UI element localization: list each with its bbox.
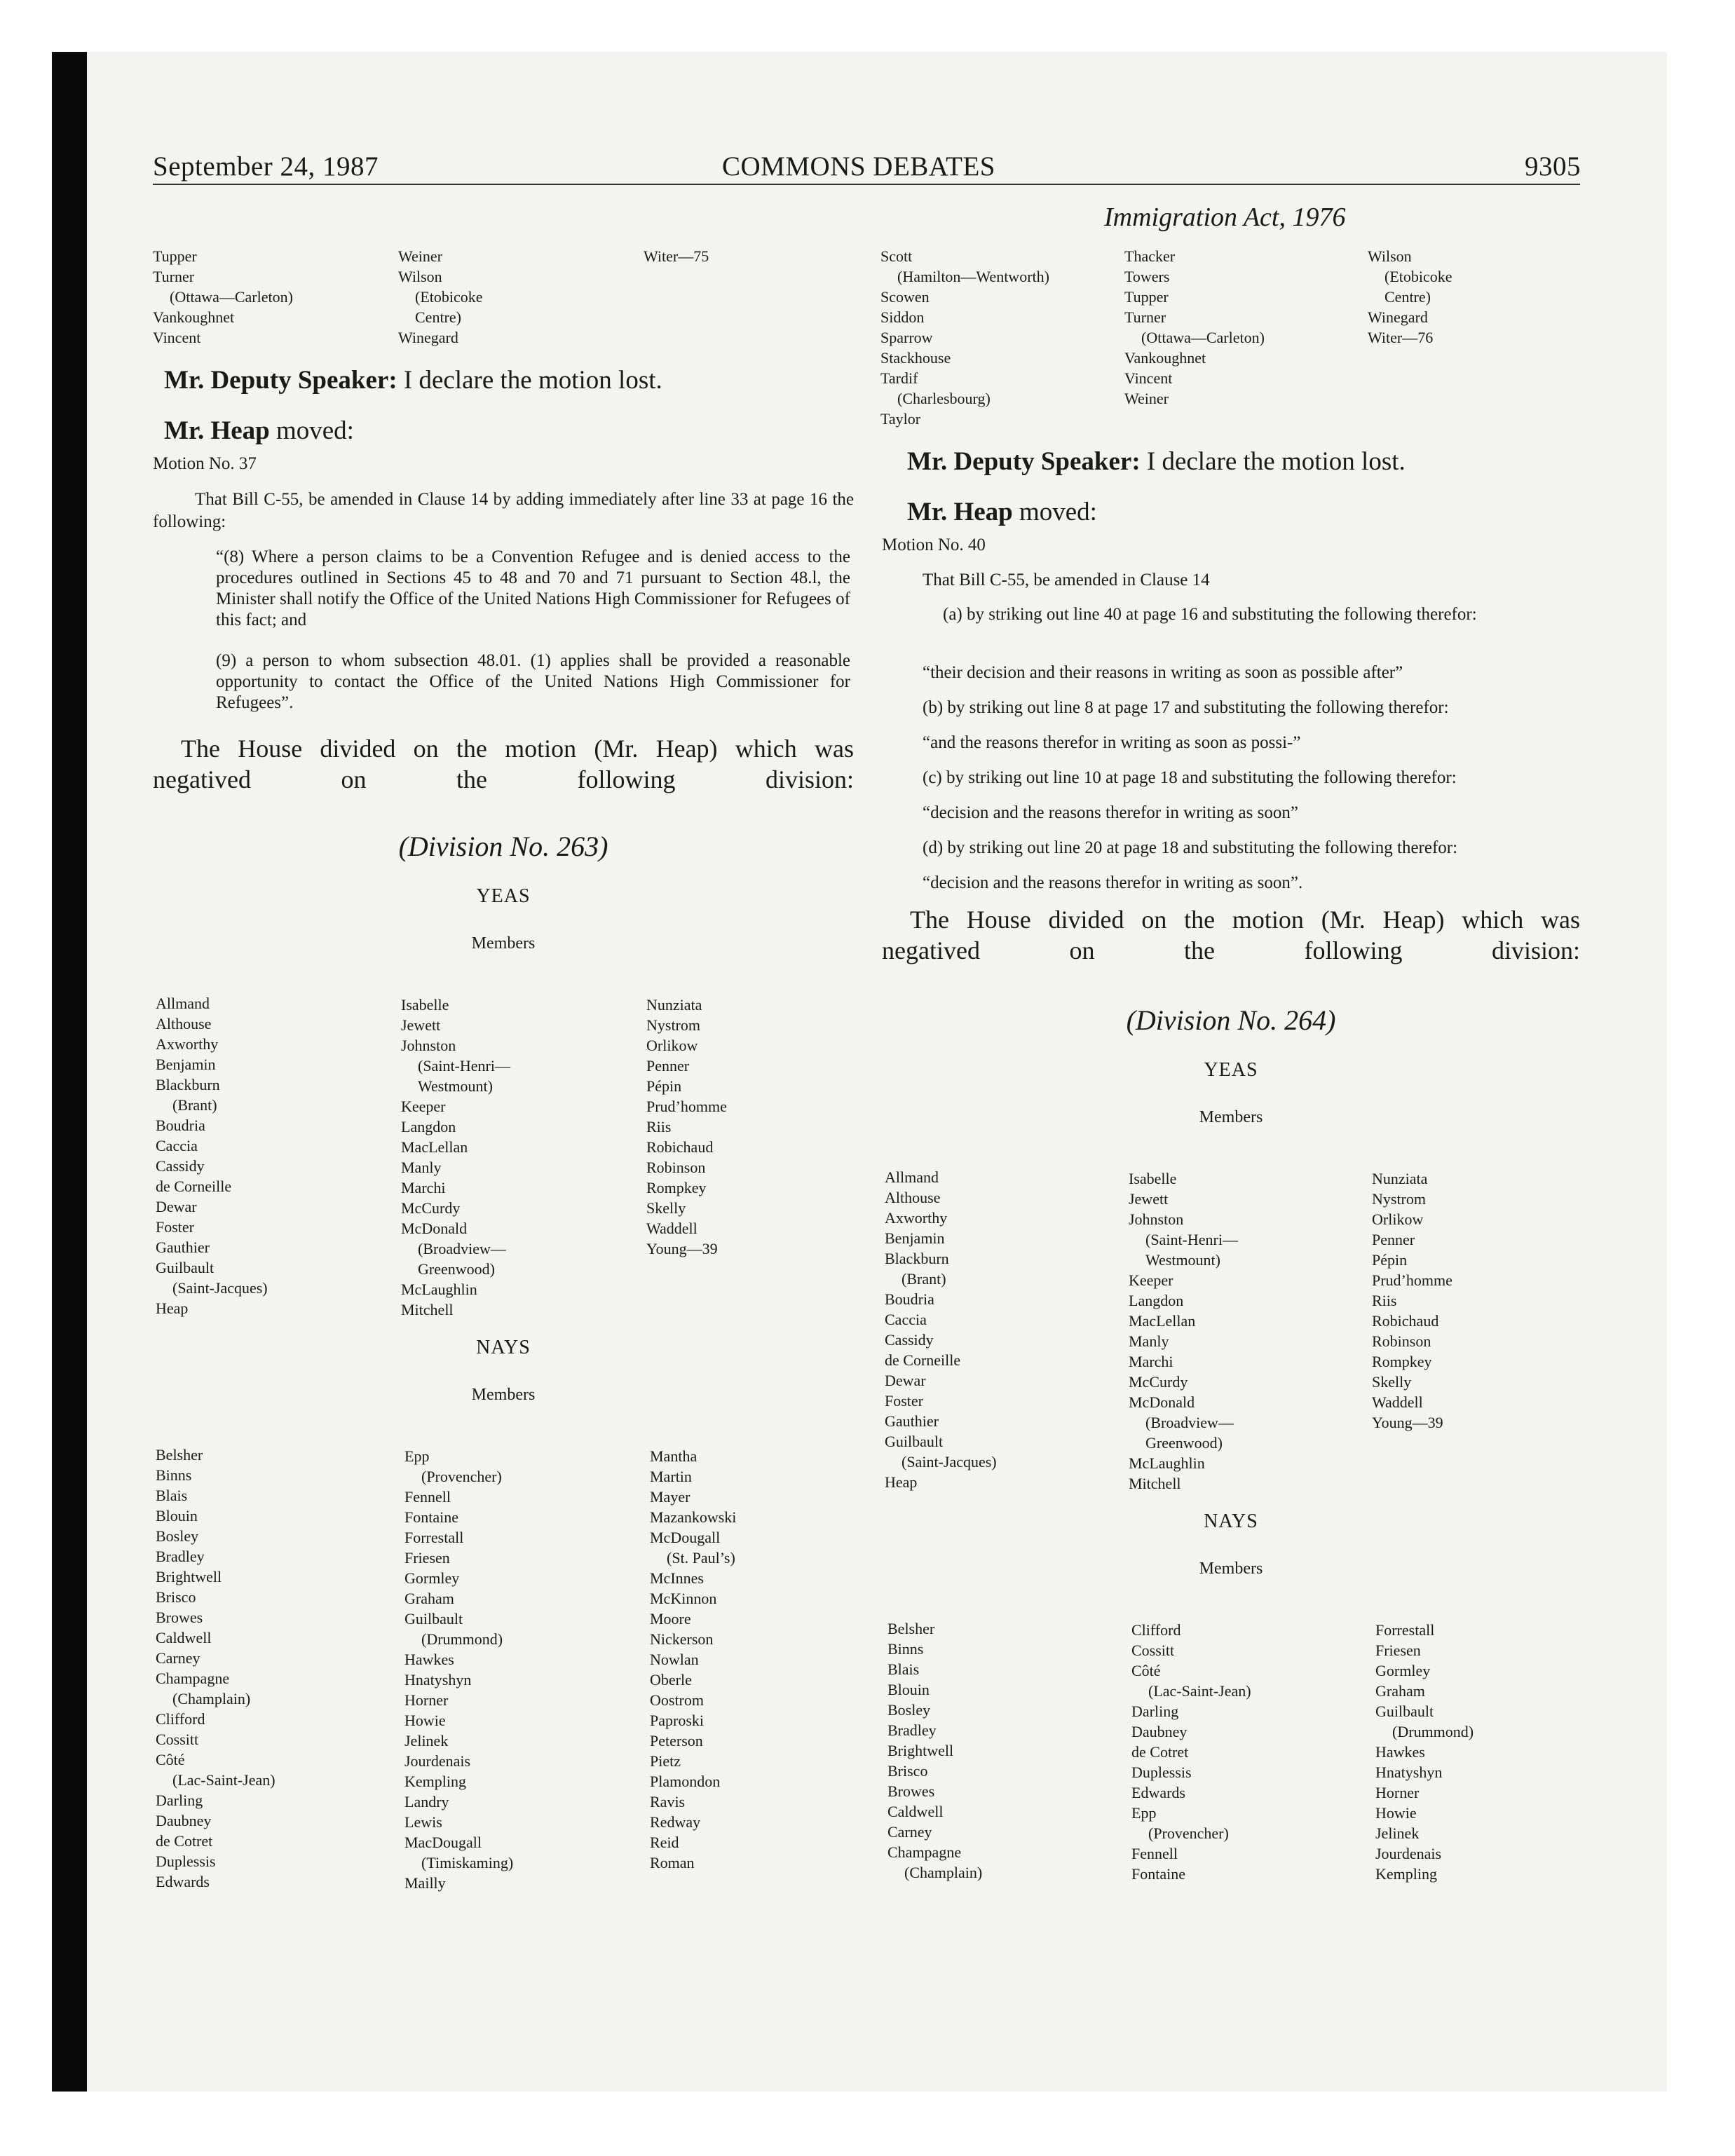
member-name: Howie [1375, 1804, 1417, 1822]
member-name: Scowen [880, 288, 930, 306]
motion-text: That Bill C-55, be amended in Clause 14 by adding immediately after line 33 at page 16 the following: [153, 490, 854, 531]
member-name: Daubney [156, 1812, 212, 1829]
division-intro: The House divided on the motion (Mr. Heap) which was negatived on the following division: [153, 735, 854, 793]
member-name: Cossitt [1131, 1642, 1175, 1659]
member-name: (Broadview— [418, 1240, 506, 1257]
member-name: Johnston [1129, 1210, 1184, 1228]
amendment-quote: “and the reasons therefor in writing as soon as possi-” [923, 733, 1301, 752]
member-name: Gauthier [156, 1239, 210, 1256]
member-name: Weiner [398, 247, 442, 265]
member-name: Brisco [156, 1588, 196, 1606]
member-name: Nunziata [1372, 1170, 1428, 1187]
member-name: Hnatyshyn [1375, 1763, 1443, 1781]
member-name: Jourdenais [1375, 1845, 1442, 1862]
mover-line [907, 496, 1580, 528]
speaker-ruling [907, 446, 1580, 478]
member-name: Foster [885, 1392, 923, 1410]
member-name: Darling [1131, 1703, 1179, 1720]
member-name: Gormley [1375, 1662, 1431, 1679]
name-list [404, 1446, 513, 1893]
member-name: MacDougall [404, 1834, 482, 1851]
amendment-item: (b) by striking out line 8 at page 17 and substituting the following therefor: [923, 698, 1449, 717]
member-name: Epp [1131, 1804, 1157, 1822]
member-name: Kempling [1375, 1865, 1437, 1883]
member-name: Caldwell [156, 1629, 212, 1646]
member-name: Vankoughnet [153, 308, 235, 326]
member-name: (Brant) [172, 1096, 217, 1114]
member-name: (Broadview— [1145, 1414, 1234, 1431]
mover-name: Mr. Heap [907, 498, 1013, 526]
member-name: Bosley [156, 1527, 199, 1545]
member-name: McLaughlin [1129, 1454, 1205, 1472]
member-name: Nystrom [1372, 1190, 1426, 1208]
member-name: Taylor [880, 410, 921, 428]
member-name: Horner [404, 1691, 449, 1709]
member-name: Mazankowski [650, 1508, 737, 1526]
member-name: Althouse [885, 1189, 941, 1206]
member-name: Cossitt [156, 1731, 199, 1748]
member-name: Côté [156, 1751, 185, 1768]
member-name: (Champlain) [904, 1864, 983, 1881]
member-name: Waddell [1372, 1393, 1423, 1411]
member-name: Brightwell [887, 1742, 954, 1759]
member-name: Isabelle [1129, 1170, 1177, 1187]
member-name: Blais [156, 1487, 188, 1504]
member-name: Caccia [156, 1137, 198, 1154]
member-name: Guilbault [1375, 1703, 1434, 1720]
amendment-item: (a) by striking out line 40 at page 16 and substituting the following therefor: [943, 605, 1477, 624]
member-name: Mitchell [401, 1301, 454, 1318]
member-name: (Ottawa—Carleton) [1141, 329, 1265, 346]
member-name: Greenwood) [418, 1260, 495, 1278]
member-name: Young—39 [1372, 1414, 1443, 1431]
member-name: Fontaine [1131, 1865, 1185, 1883]
member-name: Nowlan [650, 1651, 699, 1668]
member-name: de Corneille [156, 1178, 232, 1195]
member-name: Tupper [153, 247, 197, 265]
amendment-quote: “(8) Where a person claims to be a Convention Refugee and is denied access to the procedures outlined in Sections 45 to 48 and 70 and 71 pursuant to Section 48.l, the Minister shall notify the Office of the United Nations High Commissioner for Refugees of this fact; and [216, 547, 850, 629]
mover-line [164, 415, 865, 447]
member-name: Oostrom [650, 1691, 704, 1709]
member-name: Rompkey [646, 1179, 707, 1196]
member-name: Oberle [650, 1671, 692, 1688]
mover-text: moved: [269, 416, 354, 445]
member-name: Daubney [1131, 1723, 1188, 1740]
member-name: Boudria [885, 1290, 934, 1308]
name-list [156, 993, 268, 1318]
member-name: Howie [404, 1712, 446, 1729]
speaker-ruling [164, 364, 865, 397]
member-name: Ravis [650, 1793, 686, 1810]
motion-number: Motion No. 37 [153, 454, 257, 473]
member-name: de Corneille [885, 1351, 961, 1369]
member-name: Orlikow [646, 1037, 698, 1054]
member-name: (Brant) [901, 1270, 946, 1288]
member-name: Vincent [153, 329, 201, 346]
member-name: Nickerson [650, 1630, 714, 1648]
mover-name: Mr. Heap [164, 416, 270, 445]
member-name: Guilbault [404, 1610, 463, 1628]
member-name: Dewar [885, 1372, 926, 1389]
member-name: Hawkes [1375, 1743, 1425, 1761]
member-name: Kempling [404, 1773, 466, 1790]
name-list [885, 1167, 997, 1492]
name-list [650, 1446, 736, 1873]
member-name: Binns [887, 1640, 924, 1658]
member-name: Marchi [1129, 1353, 1173, 1370]
member-name: Mantha [650, 1447, 698, 1465]
member-name: Centre) [415, 308, 461, 326]
member-name: Penner [646, 1057, 690, 1074]
member-name: Towers [1124, 268, 1170, 285]
member-name: Turner [153, 268, 195, 285]
member-name: Robichaud [646, 1138, 714, 1156]
member-name: Manly [401, 1159, 442, 1176]
amendment-quote: “their decision and their reasons in writing as soon as possible after” [923, 663, 1403, 682]
speaker-name: Mr. Deputy Speaker: [164, 366, 397, 395]
member-name: (Lac-Saint-Jean) [1148, 1682, 1251, 1700]
member-name: Friesen [1375, 1642, 1421, 1659]
member-name: Wilson [398, 268, 442, 285]
member-name: Côté [1131, 1662, 1161, 1679]
scan-binding-edge [52, 52, 87, 2092]
member-name: Brisco [887, 1762, 928, 1780]
member-name: Bosley [887, 1701, 931, 1719]
member-name: Forrestall [1375, 1621, 1435, 1639]
member-name: Heap [156, 1299, 189, 1317]
amendment-quote: (9) a person to whom subsection 48.01. (1) applies shall be provided a reasonable opportunity to contact the Office of the United Nations High Commissioner for Refugees”. [216, 651, 850, 712]
member-name: (Etobicoke [415, 288, 483, 306]
name-list [887, 1618, 982, 1883]
member-name: Stackhouse [880, 349, 951, 367]
member-name: Boudria [156, 1117, 205, 1134]
member-name: Siddon [880, 308, 925, 326]
member-name: Greenwood) [1145, 1434, 1223, 1452]
member-name: Brightwell [156, 1568, 222, 1585]
member-name: Browes [887, 1782, 935, 1800]
members-heading: Members [471, 1386, 536, 1404]
member-name: Hnatyshyn [404, 1671, 472, 1688]
member-name: McKinnon [650, 1590, 717, 1607]
nays-heading: NAYS [1204, 1510, 1258, 1532]
division-title: (Division No. 263) [398, 831, 608, 862]
speaker-text: I declare the motion lost. [1140, 447, 1406, 476]
member-name: Jourdenais [404, 1752, 471, 1770]
member-name: Prud’homme [646, 1098, 727, 1115]
member-name: Tupper [1124, 288, 1169, 306]
member-name: Weiner [1124, 390, 1169, 407]
name-list [646, 995, 727, 1259]
amendment-item: (c) by striking out line 10 at page 18 and substituting the following therefor: [923, 768, 1457, 787]
member-name: Orlikow [1372, 1210, 1424, 1228]
member-name: Westmount) [1145, 1251, 1220, 1269]
header-rule [153, 184, 1580, 185]
division-intro: The House divided on the motion (Mr. Heap) which was negatived on the following division: [882, 906, 1580, 964]
member-name: Belsher [156, 1446, 203, 1464]
member-name: Paproski [650, 1712, 704, 1729]
name-list [1124, 246, 1265, 409]
member-name: (St. Paul’s) [667, 1549, 735, 1567]
member-name: Allmand [156, 995, 210, 1012]
member-name: Manly [1129, 1332, 1169, 1350]
member-name: Turner [1124, 308, 1166, 326]
member-name: Jewett [1129, 1190, 1169, 1208]
member-name: Fennell [1131, 1845, 1178, 1862]
member-name: Robinson [1372, 1332, 1431, 1350]
member-name: Blais [887, 1660, 920, 1678]
member-name: Robichaud [1372, 1312, 1439, 1330]
member-name: Browes [156, 1609, 203, 1626]
motion-number: Motion No. 40 [882, 535, 986, 554]
member-name: (Saint-Henri— [418, 1057, 510, 1074]
member-name: Dewar [156, 1198, 197, 1215]
member-name: Axworthy [156, 1035, 219, 1053]
member-name: (Saint-Jacques) [901, 1453, 997, 1471]
member-name: (Drummond) [1392, 1723, 1474, 1740]
member-name: Caldwell [887, 1803, 944, 1820]
motion-text: That Bill C-55, be amended in Clause 14 [923, 571, 1210, 589]
member-name: Clifford [156, 1710, 205, 1728]
member-name: Binns [156, 1466, 192, 1484]
member-name: Graham [404, 1590, 454, 1607]
member-name: Winegard [1368, 308, 1428, 326]
member-name: (Ottawa—Carleton) [170, 288, 293, 306]
header-date: September 24, 1987 [153, 151, 379, 182]
member-name: (Champlain) [172, 1690, 251, 1707]
member-name: Blackburn [156, 1076, 220, 1093]
name-list [644, 246, 709, 266]
speaker-name: Mr. Deputy Speaker: [907, 447, 1141, 476]
member-name: Moore [650, 1610, 691, 1628]
member-name: Champagne [887, 1843, 962, 1861]
member-name: Langdon [401, 1118, 456, 1135]
name-list [1372, 1168, 1452, 1433]
division-title: (Division No. 264) [1126, 1004, 1336, 1036]
member-name: Benjamin [885, 1229, 945, 1247]
member-name: (Timiskaming) [421, 1854, 514, 1871]
member-name: Langdon [1129, 1292, 1184, 1309]
member-name: Friesen [404, 1549, 450, 1567]
member-name: McDougall [650, 1529, 721, 1546]
member-name: (Hamilton—Wentworth) [897, 268, 1049, 285]
member-name: Nunziata [646, 996, 702, 1014]
member-name: McCurdy [401, 1199, 461, 1217]
name-list [1375, 1620, 1474, 1884]
member-name: Winegard [398, 329, 458, 346]
speaker-text: I declare the motion lost. [397, 366, 662, 395]
member-name: Isabelle [401, 996, 449, 1014]
member-name: Pépin [646, 1077, 682, 1095]
member-name: Martin [650, 1468, 692, 1485]
member-name: Guilbault [156, 1259, 215, 1276]
name-list [880, 246, 1049, 429]
member-name: (Provencher) [1148, 1824, 1229, 1842]
member-name: (Provencher) [421, 1468, 502, 1485]
member-name: Duplessis [156, 1853, 216, 1870]
section-subtitle: Immigration Act, 1976 [1104, 203, 1346, 232]
member-name: Young—39 [646, 1240, 718, 1257]
member-name: Bradley [887, 1721, 937, 1739]
member-name: Riis [1372, 1292, 1397, 1309]
member-name: McLaughlin [401, 1281, 477, 1298]
member-name: Carney [156, 1649, 200, 1667]
amendment-quote: “decision and the reasons therefor in writing as soon” [923, 803, 1298, 822]
member-name: (Charlesbourg) [897, 390, 991, 407]
nays-heading: NAYS [476, 1337, 531, 1358]
name-list [1368, 246, 1452, 348]
member-name: Tardif [880, 369, 918, 387]
member-name: Edwards [156, 1873, 210, 1890]
member-name: Rompkey [1372, 1353, 1432, 1370]
member-name: Nystrom [646, 1016, 700, 1034]
member-name: Thacker [1124, 247, 1176, 265]
member-name: de Cotret [156, 1832, 213, 1850]
yeas-heading: YEAS [1204, 1059, 1258, 1081]
member-name: Gormley [404, 1569, 460, 1587]
member-name: Guilbault [885, 1433, 944, 1450]
member-name: Cassidy [885, 1331, 934, 1349]
member-name: Pietz [650, 1752, 681, 1770]
member-name: Mailly [404, 1874, 446, 1892]
member-name: Jelinek [1375, 1824, 1420, 1842]
member-name: Champagne [156, 1670, 230, 1687]
member-name: McInnes [650, 1569, 704, 1587]
member-name: Horner [1375, 1784, 1420, 1801]
member-name: Roman [650, 1854, 695, 1871]
members-heading: Members [471, 934, 536, 953]
member-name: Mitchell [1129, 1475, 1181, 1492]
member-name: Reid [650, 1834, 679, 1851]
member-name: Wilson [1368, 247, 1412, 265]
member-name: Lewis [404, 1813, 442, 1831]
member-name: Landry [404, 1793, 449, 1810]
member-name: Riis [646, 1118, 672, 1135]
member-name: Clifford [1131, 1621, 1181, 1639]
member-name: Althouse [156, 1015, 212, 1032]
member-name: Pépin [1372, 1251, 1408, 1269]
header-page-number: 9305 [1525, 151, 1581, 182]
name-list [1131, 1620, 1251, 1884]
member-name: (Lac-Saint-Jean) [172, 1771, 275, 1789]
member-name: Epp [404, 1447, 430, 1465]
member-name: Benjamin [156, 1056, 216, 1073]
member-name: Duplessis [1131, 1763, 1192, 1781]
member-name: Prud’homme [1372, 1271, 1452, 1289]
amendment-item: (d) by striking out line 20 at page 18 and substituting the following therefor: [923, 838, 1458, 857]
member-name: Belsher [887, 1620, 935, 1637]
member-name: (Saint-Henri— [1145, 1231, 1238, 1248]
member-name: Peterson [650, 1732, 703, 1749]
member-name: (Etobicoke [1384, 268, 1452, 285]
members-heading: Members [1199, 1560, 1263, 1578]
mover-text: moved: [1012, 498, 1097, 526]
member-name: Scott [880, 247, 913, 265]
member-name: Cassidy [156, 1157, 205, 1175]
member-name: Darling [156, 1792, 203, 1809]
member-name: (Saint-Jacques) [172, 1279, 268, 1297]
member-name: Plamondon [650, 1773, 721, 1790]
member-name: Marchi [401, 1179, 446, 1196]
member-name: Foster [156, 1218, 194, 1236]
amendment-quote: “decision and the reasons therefor in writing as soon”. [923, 873, 1303, 892]
member-name: McDonald [401, 1220, 468, 1237]
member-name: Mayer [650, 1488, 690, 1506]
member-name: Skelly [1372, 1373, 1412, 1391]
member-name: Skelly [646, 1199, 686, 1217]
name-list [401, 995, 510, 1320]
member-name: Hawkes [404, 1651, 454, 1668]
member-name: Carney [887, 1823, 932, 1841]
member-name: Keeper [1129, 1271, 1173, 1289]
member-name: Blackburn [885, 1250, 949, 1267]
member-name: Allmand [885, 1168, 939, 1186]
member-name: McCurdy [1129, 1373, 1188, 1391]
member-name: Fennell [404, 1488, 451, 1506]
member-name: Axworthy [885, 1209, 948, 1227]
name-list [398, 246, 483, 348]
member-name: Sparrow [880, 329, 933, 346]
member-name: Jewett [401, 1016, 441, 1034]
member-name: Graham [1375, 1682, 1425, 1700]
yeas-heading: YEAS [476, 885, 531, 907]
member-name: Forrestall [404, 1529, 464, 1546]
member-name: Jelinek [404, 1732, 449, 1749]
member-name: Johnston [401, 1037, 456, 1054]
member-name: MacLellan [1129, 1312, 1196, 1330]
member-name: Penner [1372, 1231, 1415, 1248]
member-name: Gauthier [885, 1412, 939, 1430]
member-name: Vankoughnet [1124, 349, 1206, 367]
member-name: Bradley [156, 1548, 205, 1565]
member-name: Redway [650, 1813, 701, 1831]
member-name: Witer—76 [1368, 329, 1434, 346]
member-name: Witer—75 [644, 247, 709, 265]
name-list [153, 246, 293, 348]
members-heading: Members [1199, 1108, 1263, 1126]
header-title: COMMONS DEBATES [722, 151, 995, 182]
member-name: de Cotret [1131, 1743, 1189, 1761]
member-name: Vincent [1124, 369, 1173, 387]
member-name: Westmount) [418, 1077, 493, 1095]
member-name: Waddell [646, 1220, 698, 1237]
member-name: Heap [885, 1473, 918, 1491]
member-name: Blouin [156, 1507, 198, 1524]
member-name: Caccia [885, 1311, 927, 1328]
member-name: Robinson [646, 1159, 706, 1176]
member-name: (Drummond) [421, 1630, 503, 1648]
member-name: Edwards [1131, 1784, 1185, 1801]
name-list [1129, 1168, 1238, 1494]
member-name: MacLellan [401, 1138, 468, 1156]
member-name: Keeper [401, 1098, 446, 1115]
member-name: Centre) [1384, 288, 1431, 306]
member-name: Fontaine [404, 1508, 458, 1526]
member-name: Blouin [887, 1681, 930, 1698]
name-list [156, 1445, 275, 1892]
member-name: McDonald [1129, 1393, 1195, 1411]
